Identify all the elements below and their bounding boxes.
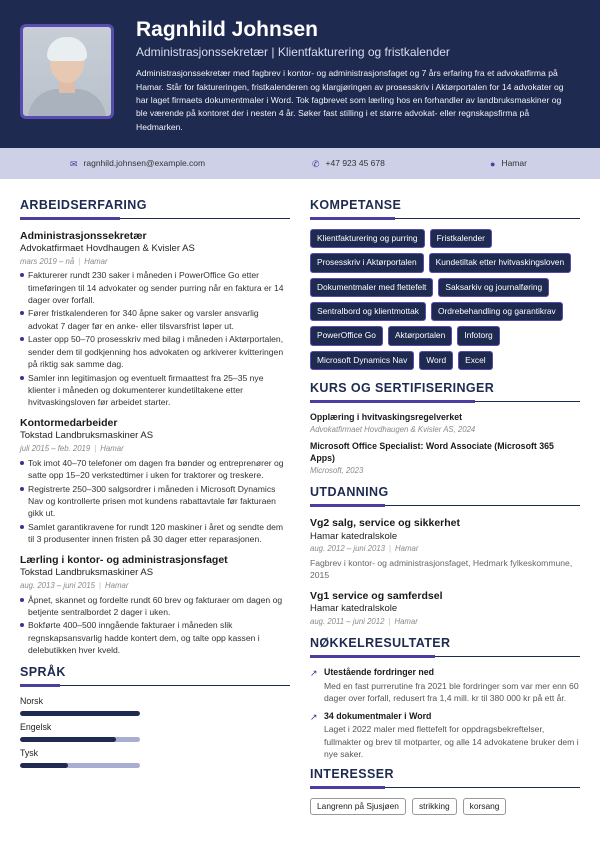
achievement-item (310, 667, 580, 704)
location-pin-icon: ● (490, 159, 496, 169)
language-level-bar (20, 737, 140, 742)
cert-issuer: Advokatfirmaet Hovdhaugen & Kvisler AS, 2024 (310, 424, 476, 434)
education-meta (310, 544, 580, 555)
job-company: Tokstad Landbruksmaskiner AS (20, 430, 154, 442)
section-rule (310, 504, 580, 507)
job-bullets (20, 594, 290, 657)
skill-chip: Excel (458, 351, 492, 370)
education-meta (310, 617, 580, 628)
cert-item (310, 441, 580, 476)
education-title: Vg1 service og samferdsel (310, 589, 443, 602)
section-rule (20, 684, 290, 687)
language-level-fill (20, 711, 140, 716)
achievement-desc: Med en fast purrerutine fra 2021 ble fordringer som var mer enn 60 dager over forfall, redusert fra 1,4 mill. kr til 380 000 kr på ett år. (324, 681, 579, 704)
job-location: Hamar (105, 581, 129, 591)
job-bullet: Tok imot 40–70 telefoner om dagen fra bønder og entreprenører og satte opp 15–20 verkstedtimer i uken for traktorer og treskere. (20, 457, 290, 481)
cert-item (310, 412, 580, 435)
meta-separator: | (99, 581, 102, 591)
section-rule (310, 217, 580, 220)
education-dates: aug. 2011 – juni 2012 (310, 616, 385, 626)
job-company: Advokatfirmaet Hovdhaugen & Kvisler AS (20, 243, 195, 255)
phone-icon: ✆ (312, 159, 320, 169)
achievement-title: Utestående fordringer ned (324, 667, 434, 678)
skill-chip: Word (419, 351, 453, 370)
language-item (20, 748, 290, 768)
skill-chip: Dokumentmaler med flettefelt (310, 278, 433, 297)
certs-heading: KURS OG SERTIFISERINGER (310, 380, 495, 395)
job-dates: juli 2015 – feb. 2019 (20, 444, 91, 454)
certs-list (310, 412, 580, 477)
contact-location: ● Hamar (490, 158, 527, 169)
skills-heading: KOMPETANSE (310, 198, 402, 212)
languages-list (20, 696, 290, 768)
skill-chip: Saksarkiv og journalføring (438, 278, 549, 297)
envelope-icon: ✉ (70, 159, 78, 169)
language-item (20, 696, 290, 716)
job-bullet: Fakturerer rundt 230 saker i måneden i PowerOffice Go etter timeføringen til 14 advokater og sender purring når en faktura er 14 dager over forfall. (20, 269, 290, 306)
cert-title: Microsoft Office Specialist: Word Associate (Microsoft 365 Apps) (310, 441, 554, 464)
left-column (20, 197, 290, 774)
candidate-role: Administrasjonssekretær | Klientfakturering og fristkalender (136, 45, 450, 60)
skill-chip: Sentralbord og klientmottak (310, 302, 426, 321)
job-meta (20, 257, 290, 268)
skill-chip: Ordrebehandling og garantikrav (431, 302, 563, 321)
job-bullets (20, 269, 290, 408)
job-entry (20, 229, 290, 408)
language-name: Tysk (20, 747, 39, 758)
job-location: Hamar (84, 256, 108, 266)
job-meta (20, 581, 290, 592)
job-dates: aug. 2013 – juni 2015 (20, 581, 96, 591)
meta-separator: | (78, 256, 81, 266)
skill-chip: Klientfakturering og purring (310, 229, 425, 248)
skill-chip: Aktørportalen (388, 326, 452, 345)
education-list (310, 516, 580, 627)
job-title: Lærling i kontor- og administrasjonsfaget (20, 554, 228, 567)
achievement-title: 34 dokumentmaler i Word (324, 710, 432, 721)
job-title: Administrasjonssekretær (20, 229, 147, 242)
languages-heading: SPRÅK (20, 665, 66, 680)
language-item (20, 722, 290, 742)
job-dates: mars 2019 – nå (20, 256, 75, 266)
achievement-body (324, 711, 580, 760)
right-column (310, 197, 580, 815)
job-bullet: Samler inn legitimasjon og eventuelt firmaattest fra 25–35 nye klienter i måneden og dokumenterer kundetiltakene etter hvitvaskingsloven før arbeidet starter. (20, 372, 290, 409)
achievements-list (310, 667, 580, 760)
language-level-fill (20, 763, 68, 768)
skill-chip: PowerOffice Go (310, 326, 383, 345)
resume-header (0, 0, 600, 148)
cert-issuer: Microsoft, 2023 (310, 465, 364, 475)
interest-tag: strikking (412, 798, 457, 815)
meta-separator: | (94, 444, 97, 454)
skill-chip: Microsoft Dynamics Nav (310, 351, 414, 370)
job-bullet: Fører fristkalenderen for 340 åpne saker og varsler ansvarlig advokat 7 dager før en anke- eller tilsvarsfrist løper ut. (20, 307, 290, 331)
job-location: Hamar (100, 444, 124, 454)
experience-list (20, 229, 290, 656)
language-level-bar (20, 763, 140, 768)
skills-list (310, 229, 580, 370)
interest-tag: Langrenn på Sjusjøen (310, 798, 406, 815)
job-bullet: Laster opp 50–70 prosesskriv med bilag i måneden i Aktørportalen, sender dem til godkjenning hos advokaten og arkiverer kvitteringen på riktig sak samme dag. (20, 333, 290, 370)
experience-heading: ARBEIDSERFARING (20, 198, 147, 212)
skill-chip: Kundetiltak etter hvitvaskingsloven (429, 253, 572, 272)
job-entry (20, 416, 290, 545)
job-meta (20, 444, 290, 455)
meta-separator: | (388, 616, 391, 626)
section-rule (310, 655, 580, 658)
interests-list (310, 798, 580, 815)
education-school: Hamar katedralskole (310, 530, 398, 542)
profile-photo (20, 24, 114, 119)
language-level-fill (20, 737, 116, 742)
education-item (310, 589, 580, 628)
job-bullets (20, 457, 290, 545)
interest-tag: korsang (463, 798, 507, 815)
contact-bar (0, 148, 600, 179)
contact-email[interactable]: ✉ ragnhild.johnsen@example.com (70, 158, 206, 169)
job-bullet: Registrerte 250–300 salgsordrer i måneden i Microsoft Dynamics Nav og kontrollerte prisen mot kundens rabattavtale før fakturaen gikk ut. (20, 483, 290, 520)
meta-separator: | (389, 544, 392, 554)
education-dates: aug. 2012 – juni 2013 (310, 544, 386, 554)
education-location: Hamar (395, 544, 419, 554)
job-company: Tokstad Landbruksmaskiner AS (20, 567, 154, 579)
education-location: Hamar (394, 616, 418, 626)
job-bullet: Bokførte 400–500 inngående fakturaer i måneden slik regnskapsansvarlig hadde kontert dem, og talte opp kassen i delebutikken hver kveld. (20, 619, 290, 656)
contact-phone[interactable]: ✆ +47 923 45 678 (312, 158, 385, 169)
candidate-name: Ragnhild Johnsen (136, 18, 319, 41)
achievement-body (324, 667, 580, 704)
job-bullet: Åpnet, skannet og fordelte rundt 60 brev og fakturaer om dagen og betjente sentralbordet 2 dager i uken. (20, 594, 290, 618)
achievement-desc: Laget i 2022 maler med flettefelt for oppdragsbekreftelser, fullmakter og brev til motparter, og alle 14 advokatene bruker dem i nye saker. (324, 724, 579, 759)
trend-up-icon: ↗ (310, 711, 318, 722)
profile-summary: Administrasjonssekretær med fagbrev i kontor- og administrasjonsfaget og 7 års erfaring fra et advokatfirma på Hamar. Står for faktureringen, fristkalenderen og klargjøringen av prosesskriv i Aktørportalen for 14 advokater og har laget firmaets dokumentmaler i Word. Tok fagbrevet som lærling hos en forhandler av landbruksmaskiner og ble værende på kontoret der i nesten 4 år. Søker fast stilling i et større advokat- eller regnskapsfirma på Hedmarken. (136, 68, 564, 132)
education-school: Hamar katedralskole (310, 603, 398, 615)
job-bullet: Samlet garantikravene for rundt 120 maskiner i året og sendte dem til 3 produsenter innen fristen på 30 dager etter reparasjonen. (20, 521, 290, 545)
language-name: Engelsk (20, 721, 52, 732)
achievement-item (310, 711, 580, 760)
section-rule (310, 786, 580, 789)
language-name: Norsk (20, 695, 43, 706)
trend-up-icon: ↗ (310, 668, 318, 679)
cert-title: Opplæring i hvitvaskingsregelverket (310, 411, 463, 422)
language-level-bar (20, 711, 140, 716)
job-entry (20, 553, 290, 656)
education-item (310, 516, 580, 581)
skill-chip: Infotorg (457, 326, 499, 345)
section-rule (20, 217, 290, 220)
education-heading: UTDANNING (310, 485, 389, 500)
education-title: Vg2 salg, service og sikkerhet (310, 517, 460, 530)
section-rule (310, 400, 580, 403)
job-title: Kontormedarbeider (20, 417, 118, 430)
skill-chip: Fristkalender (430, 229, 492, 248)
skill-chip: Prosesskriv i Aktørportalen (310, 253, 424, 272)
interests-heading: INTERESSER (310, 767, 394, 782)
education-description: Fagbrev i kontor- og administrasjonsfaget, Hedmark fylkeskommune, 2015 (310, 557, 573, 580)
achievements-heading: NØKKELRESULTATER (310, 636, 451, 651)
